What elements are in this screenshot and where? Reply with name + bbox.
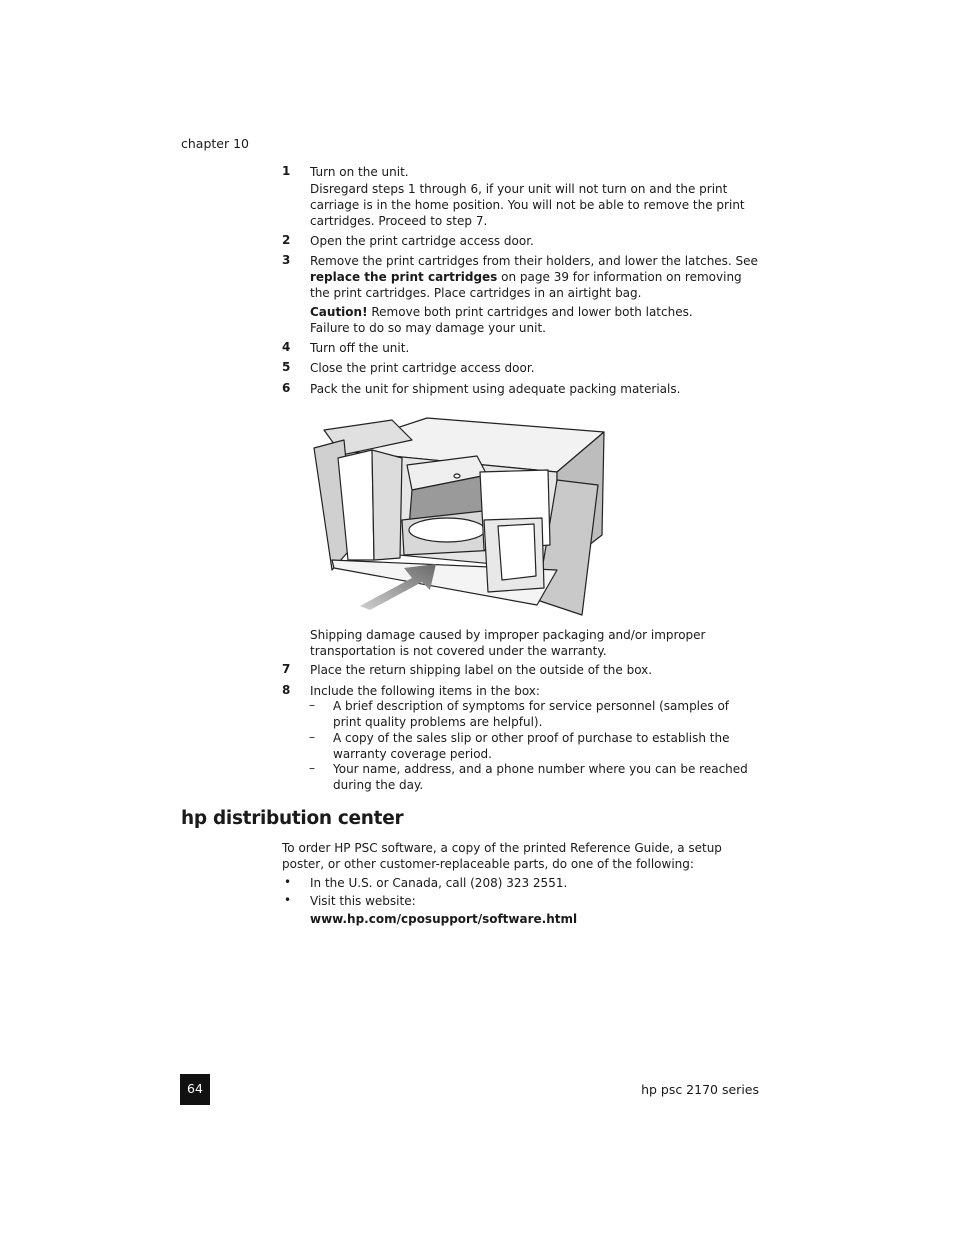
bullet-mark: •	[284, 875, 292, 889]
step-number: 6	[282, 381, 291, 395]
bullet-mark: •	[284, 893, 292, 907]
chapter-header: chapter 10	[181, 136, 249, 151]
caution-label: Caution!	[310, 305, 368, 319]
packing-illustration	[312, 410, 608, 622]
step-number: 5	[282, 360, 291, 374]
step-text: Turn off the unit.	[310, 341, 410, 355]
list-dash: –	[309, 730, 315, 744]
step-note: Disregard steps 1 through 6, if your unit will not turn on and the print carriage is in the home position. You will not be able to remove the print cartridges. Proceed to step 7.	[310, 182, 745, 228]
step-number: 1	[282, 164, 291, 178]
step-text: Pack the unit for shipment using adequate packing materials.	[310, 382, 681, 396]
step-number: 3	[282, 253, 291, 267]
bullet-text: In the U.S. or Canada, call (208) 323 2551.	[310, 876, 568, 890]
product-name: hp psc 2170 series	[641, 1082, 759, 1097]
box-with-printer-drawing	[312, 410, 608, 622]
step-number: 4	[282, 340, 291, 354]
step-text: Include the following items in the box:	[310, 684, 540, 698]
page-number: 64	[180, 1074, 210, 1105]
step-number: 7	[282, 662, 291, 676]
step-text-before: Remove the print cartridges from their holders, and lower the latches. See	[310, 254, 758, 268]
list-item: Your name, address, and a phone number where you can be reached during the day.	[333, 762, 748, 792]
step-number: 8	[282, 683, 291, 697]
caution-note	[310, 304, 705, 336]
list-item: A copy of the sales slip or other proof of purchase to establish the warranty coverage period.	[333, 731, 730, 761]
step-text-after: on page 39 for information on removing the print cartridges. Place cartridges in an airtight bag.	[310, 270, 742, 300]
step-text	[310, 253, 760, 301]
figure-caption: Shipping damage caused by improper packaging and/or improper transportation is not covered under the warranty.	[310, 628, 706, 658]
cross-reference-link[interactable]: replace the print cartridges	[310, 270, 498, 284]
section-intro: To order HP PSC software, a copy of the printed Reference Guide, a setup poster, or other customer-replaceable parts, do one of the following:	[282, 841, 722, 871]
website-link[interactable]: www.hp.com/cposupport/software.html	[310, 912, 578, 926]
list-item: A brief description of symptoms for service personnel (samples of print quality problems are helpful).	[333, 699, 730, 729]
step-text: Close the print cartridge access door.	[310, 361, 535, 375]
step-text: Open the print cartridge access door.	[310, 234, 534, 248]
step-text: Turn on the unit.	[310, 165, 409, 179]
list-dash: –	[309, 698, 315, 712]
caution-text: Remove both print cartridges and lower both latches. Failure to do so may damage your unit.	[310, 305, 693, 335]
step-text: Place the return shipping label on the outside of the box.	[310, 663, 653, 677]
list-dash: –	[309, 761, 315, 775]
section-title: hp distribution center	[181, 808, 404, 829]
step-number: 2	[282, 233, 291, 247]
bullet-text: Visit this website:	[310, 894, 416, 908]
